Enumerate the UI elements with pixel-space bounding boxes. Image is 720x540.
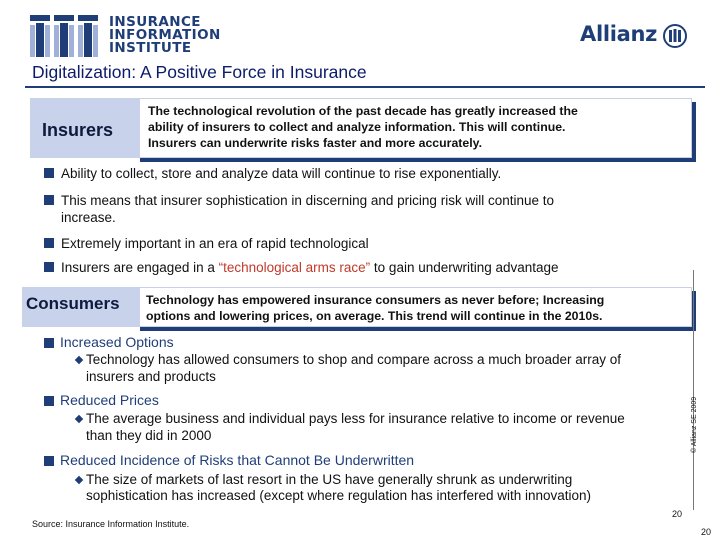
statement-line: ability of insurers to collect and analyze information. This will continue. xyxy=(148,120,566,134)
section-heading: Reduced Prices xyxy=(60,392,159,408)
iii-logo xyxy=(30,15,280,57)
insurers-bullet: Extremely important in an era of rapid technological xyxy=(61,236,369,251)
iii-logo-line: INSTITUTE xyxy=(109,40,192,56)
consumers-label: Consumers xyxy=(26,294,120,313)
allianz-wordmark: Allianz xyxy=(580,22,658,46)
insurers-statement xyxy=(148,103,678,151)
square-bullet-icon xyxy=(44,338,54,348)
section-detail-cont: than they did in 2000 xyxy=(86,428,212,443)
source-note: Source: Insurance Information Institute. xyxy=(32,519,190,529)
insurers-bullet: Ability to collect, store and analyze data will continue to rise exponentially. xyxy=(61,166,502,181)
square-bullet-icon xyxy=(44,456,54,466)
square-bullet-icon xyxy=(44,168,54,178)
allianz-eagle-icon xyxy=(663,24,687,48)
page-number: 20 xyxy=(672,509,683,519)
section-detail: Technology has allowed consumers to shop and compare across a much broader array of xyxy=(86,352,622,367)
consumers-statement xyxy=(146,292,686,324)
section-detail: The average business and individual pays less for insurance relative to income or revenue xyxy=(86,411,625,426)
section-heading: Increased Options xyxy=(60,334,174,350)
square-bullet-icon xyxy=(44,396,54,406)
statement-line: The technological revolution of the past decade has greatly increased the xyxy=(148,104,578,118)
section-heading: Reduced Incidence of Risks that Cannot Be Underwritten xyxy=(60,452,415,468)
statement-line: Technology has empowered insurance consumers as never before; Increasing xyxy=(146,293,605,307)
insurers-label: Insurers xyxy=(42,120,114,140)
square-bullet-icon xyxy=(44,262,54,272)
iii-logo-line: INSURANCE xyxy=(109,14,201,30)
page-number: 20 xyxy=(701,527,712,537)
side-divider xyxy=(693,270,694,510)
page-title: Digitalization: A Positive Force in Insurance xyxy=(32,62,367,82)
title-divider xyxy=(25,86,705,88)
section-detail-cont: sophistication has increased (except where regulation has interfered with innovation) xyxy=(86,488,592,503)
arms-race-highlight: “technological arms race” xyxy=(218,260,371,275)
iii-logo-line: INFORMATION xyxy=(109,27,221,43)
section-detail: The size of markets of last resort in the US have generally shrunk as underwriting xyxy=(86,472,573,487)
iii-logo-text xyxy=(109,16,221,55)
insurers-bullet xyxy=(61,259,559,276)
diamond-bullet-icon xyxy=(75,415,83,423)
section-detail-cont: insurers and products xyxy=(86,369,216,384)
square-bullet-icon xyxy=(44,238,54,248)
statement-line: options and lowering prices, on average. This trend will continue in the 2010s. xyxy=(146,309,603,323)
copyright-notice: © Allianz SE 2009 xyxy=(691,396,698,453)
consumers-panel-shadow xyxy=(140,327,696,331)
iii-logo-mark-icon xyxy=(30,15,100,57)
diamond-bullet-icon xyxy=(75,476,83,484)
bullet-text: Insurers are engaged in a xyxy=(61,260,219,275)
diamond-bullet-icon xyxy=(75,356,83,364)
statement-line: Insurers can underwrite risks faster and more accurately. xyxy=(148,136,482,150)
square-bullet-icon xyxy=(44,195,54,205)
insurers-panel-shadow xyxy=(140,158,696,162)
insurers-bullet-cont: increase. xyxy=(61,210,116,225)
insurers-bullet: This means that insurer sophistication in discerning and pricing risk will continue to xyxy=(61,193,554,208)
insurers-panel-shadow xyxy=(692,102,696,162)
bullet-text: to gain underwriting advantage xyxy=(370,260,559,275)
